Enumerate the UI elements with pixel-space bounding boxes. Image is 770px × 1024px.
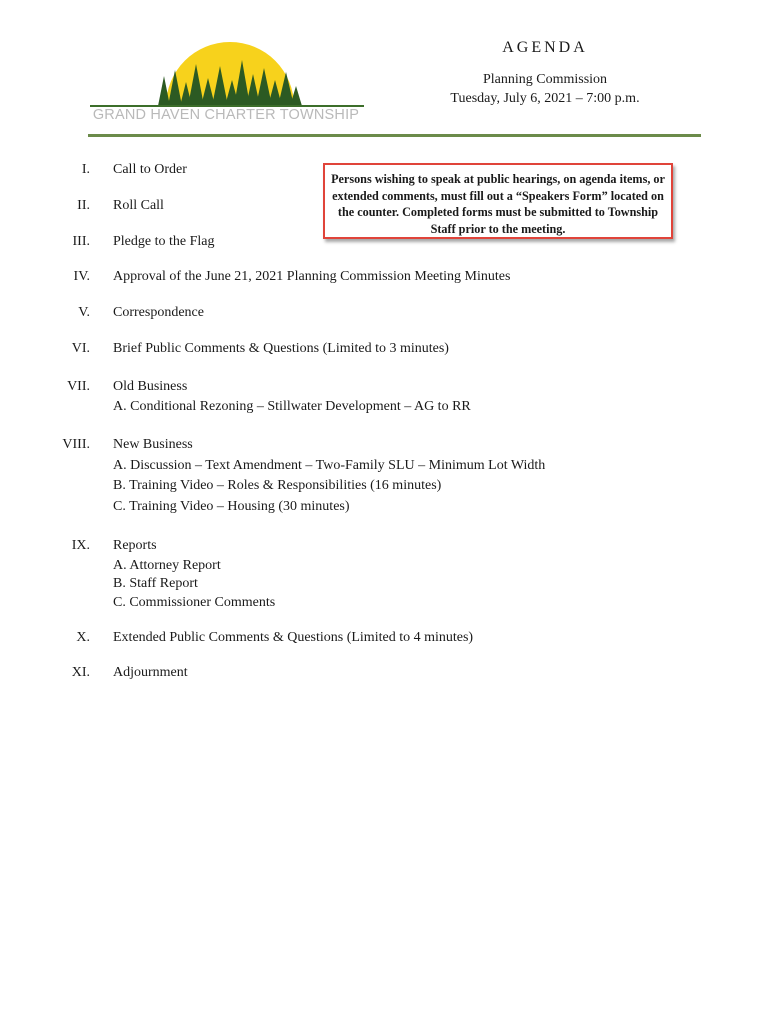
agenda-number: X. (76, 630, 90, 645)
agenda-subitem: A. Discussion – Text Amendment – Two-Family SLU – Minimum Lot Width (113, 458, 546, 473)
agenda-item: Roll Call (113, 198, 164, 213)
header-divider (88, 134, 701, 137)
township-logo (88, 30, 368, 126)
meeting-datetime: Tuesday, July 6, 2021 – 7:00 p.m. (450, 91, 640, 106)
agenda-number: IX. (71, 538, 90, 553)
agenda-subitem: A. Conditional Rezoning – Stillwater Development – AG to RR (113, 399, 471, 414)
agenda-item: Correspondence (113, 305, 204, 320)
agenda-number: III. (72, 234, 90, 249)
agenda-item: New Business (113, 437, 193, 452)
agenda-item: Brief Public Comments & Questions (Limited to 3 minutes) (113, 341, 449, 356)
agenda-number: I. (81, 162, 90, 177)
logo-text: GRAND HAVEN CHARTER TOWNSHIP (92, 107, 360, 123)
agenda-title: AGENDA (502, 39, 588, 56)
agenda-item: Pledge to the Flag (113, 234, 215, 249)
agenda-subitem: C. Training Video – Housing (30 minutes) (113, 499, 350, 514)
agenda-item: Extended Public Comments & Questions (Limited to 4 minutes) (113, 630, 474, 645)
agenda-item: Approval of the June 21, 2021 Planning Commission Meeting Minutes (113, 269, 511, 284)
sun-and-trees-icon (88, 30, 368, 110)
agenda-number: VIII. (62, 437, 90, 452)
commission-name: Planning Commission (482, 72, 608, 87)
speaker-notice-box: Persons wishing to speak at public hearings, on agenda items, or extended comments, must fill out a “Speakers Form” located on the counter. Completed forms must be submitted to Township Staff prior to the meeting. (323, 163, 673, 239)
agenda-number: XI. (71, 665, 90, 680)
agenda-number: IV. (73, 269, 90, 284)
agenda-subitem: B. Training Video – Roles & Responsibilities (16 minutes) (113, 478, 442, 493)
agenda-subitem: B. Staff Report (113, 576, 198, 591)
agenda-number: VI. (71, 341, 90, 356)
agenda-subitem: A. Attorney Report (113, 558, 221, 573)
agenda-number: VII. (67, 379, 90, 394)
agenda-subitem: C. Commissioner Comments (113, 595, 276, 610)
agenda-item: Reports (113, 538, 157, 553)
agenda-item: Adjournment (113, 665, 188, 680)
agenda-item: Call to Order (113, 162, 187, 177)
agenda-item: Old Business (113, 379, 188, 394)
agenda-number: V. (78, 305, 90, 320)
agenda-number: II. (77, 198, 90, 213)
